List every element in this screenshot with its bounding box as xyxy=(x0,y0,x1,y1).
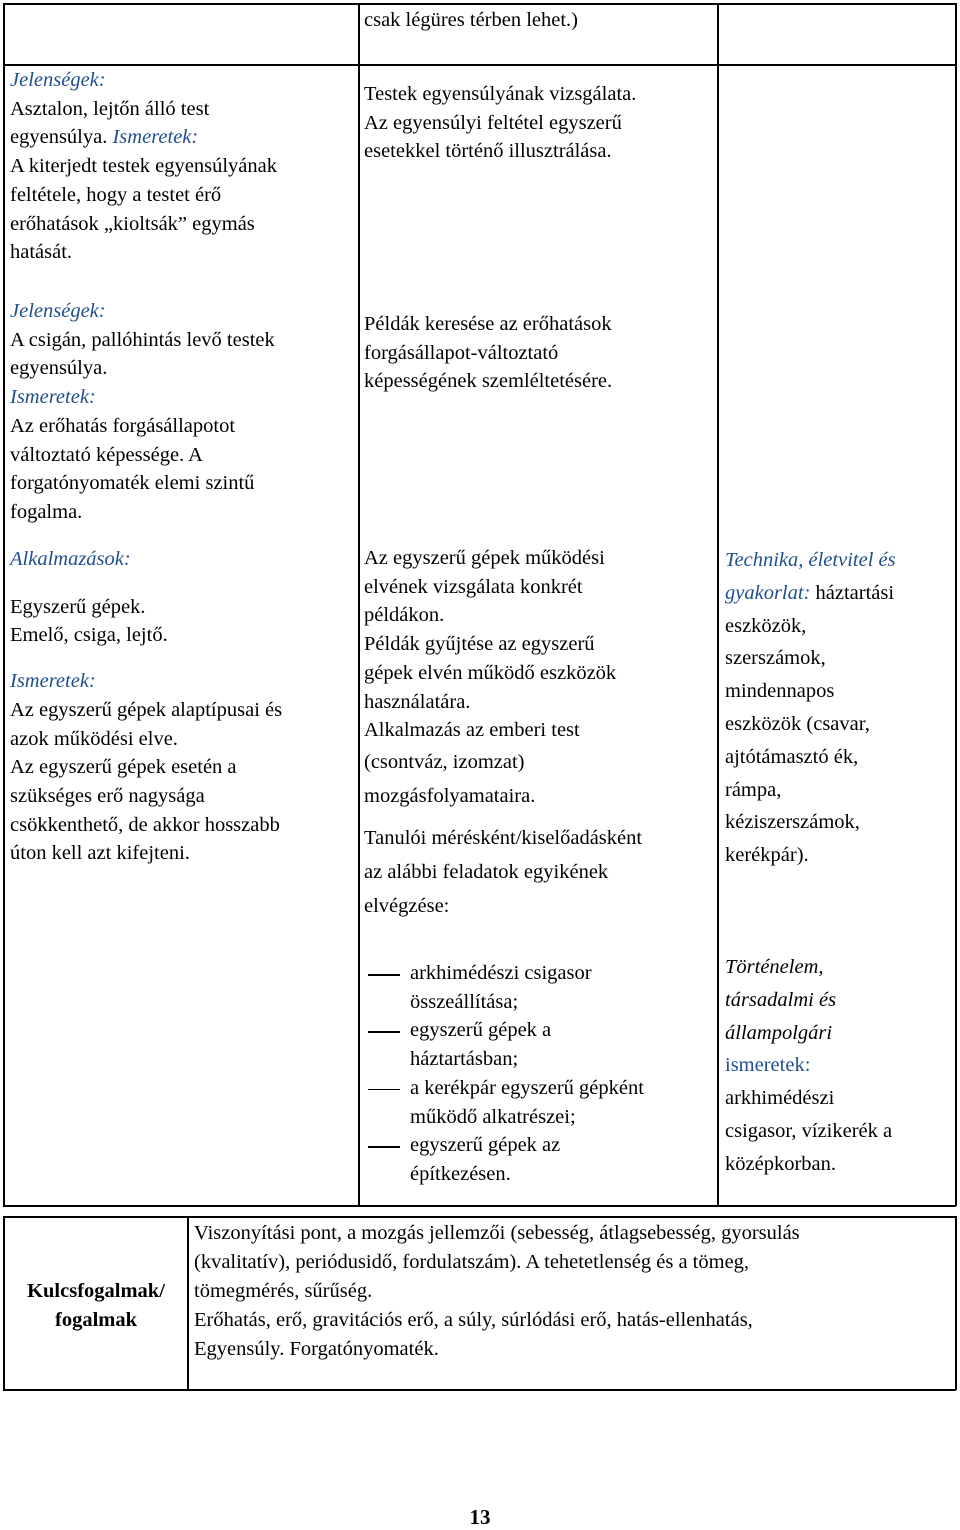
key-concepts-line-1: Viszonyítási pont, a mozgás jellemzői (sebesség, átlagsebesség, gyorsulás xyxy=(194,1222,800,1244)
row3-activity-6: használatára. xyxy=(364,690,471,713)
key-table-divider xyxy=(187,1216,189,1390)
history-heading-4: ismeretek: xyxy=(725,1054,811,1077)
key-concepts-line-4: Erőhatás, erő, gravitációs erő, a súly, súrlódási erő, hatás-ellenhatás, xyxy=(194,1309,753,1331)
row1-activity-3: esetekkel történő illusztrálása. xyxy=(364,140,612,163)
connections-text-2: eszközök, xyxy=(725,614,807,637)
row3-activity-2: elvének vizsgálata konkrét xyxy=(364,575,583,598)
row3-activity-3: példákon. xyxy=(364,604,445,627)
row3-text-7: csökkenthető, de akkor hosszabb xyxy=(10,813,280,836)
key-concepts-text xyxy=(194,1219,952,1364)
key-concepts-line-2: (kvalitatív), periódusidő, fordulatszám). A tehetetlenség és a tömeg, xyxy=(194,1251,750,1273)
key-concepts-label-2: fogalmak xyxy=(55,1309,137,1331)
task-item: egyszerű gépek az építkezésen. xyxy=(364,1131,714,1188)
row2-activities-cell xyxy=(364,310,712,396)
row3-activity-1: Az egyszerű gépek működési xyxy=(364,547,605,569)
row2-activity-2: forgásállapot-változtató xyxy=(364,341,559,364)
row1-text-4: feltétele, hogy a testet érő xyxy=(10,183,222,206)
row1-text-1: Asztalon, lejtőn álló test xyxy=(10,97,210,120)
row1-knowledge-heading: Ismeretek: xyxy=(112,126,199,149)
row1-text-3: A kiterjedt testek egyensúlyának xyxy=(10,155,277,178)
row3-activity-4: Példák gyűjtése az egyszerű xyxy=(364,633,595,656)
row3-activity-9: mozgásfolyamataira. xyxy=(364,784,536,807)
connections-text-7: rámpa, xyxy=(725,778,782,801)
task-list xyxy=(364,959,714,1189)
row1-text-6: hatását. xyxy=(10,241,73,264)
technology-heading: Technika, életvitel és xyxy=(725,549,896,571)
key-concepts-line-3: tömegmérés, sűrűség. xyxy=(194,1280,373,1302)
row2-activity-3: képességének szemléltetésére. xyxy=(364,370,613,393)
main-table-top-border xyxy=(3,3,956,5)
row2-text-3: Az erőhatás forgásállapotot xyxy=(10,414,236,437)
key-concepts-label xyxy=(5,1277,187,1335)
row2-phenomena-heading: Jelenségek: xyxy=(10,300,106,322)
row1-activities-cell xyxy=(364,80,712,166)
connections-text-9: kerékpár). xyxy=(725,844,809,867)
row1-activity-2: Az egyensúlyi feltétel egyszerű xyxy=(364,111,622,134)
row3-applications-cell xyxy=(10,545,355,868)
history-heading-1: Történelem, xyxy=(725,956,824,978)
task-item: arkhimédészi csigasor összeállítása; xyxy=(364,959,714,1016)
history-heading-3: állampolgári xyxy=(725,1021,833,1044)
row2-knowledge-heading: Ismeretek: xyxy=(10,386,96,409)
row3-text-1: Egyszerű gépek. xyxy=(10,595,146,618)
key-concepts-label-1: Kulcsfogalmak/ xyxy=(27,1280,165,1302)
row3-text-8: úton kell azt kifejteni. xyxy=(10,842,190,865)
history-heading-2: társadalmi és xyxy=(725,988,837,1011)
row3-applications-heading: Alkalmazások: xyxy=(10,548,131,570)
history-text-3: középkorban. xyxy=(725,1152,836,1175)
row2-text-4: változtató képessége. A xyxy=(10,443,203,466)
history-text-2: csigasor, vízikerék a xyxy=(725,1119,893,1142)
row3-activity-12: elvégzése: xyxy=(364,894,450,917)
key-table-bottom-border xyxy=(3,1389,956,1391)
task-item: a kerékpár egyszerű gépként működő alkatrészei; xyxy=(364,1074,714,1131)
main-table-right-border xyxy=(955,3,957,1206)
row3-knowledge-heading: Ismeretek: xyxy=(10,670,96,693)
row2-text-6: fogalma. xyxy=(10,500,83,523)
connections-text-5: eszközök (csavar, xyxy=(725,712,870,735)
key-table-top-border xyxy=(3,1216,956,1218)
main-table-divider-1 xyxy=(358,3,360,1206)
connections-text-6: ajtótámasztó ék, xyxy=(725,745,859,768)
row3-text-6: szükséges erő nagysága xyxy=(10,784,205,807)
key-concepts-line-5: Egyensúly. Forgatónyomaték. xyxy=(194,1338,439,1360)
practice-heading: gyakorlat: xyxy=(725,581,811,604)
key-table-right-border xyxy=(955,1216,957,1390)
row3-text-4: azok működési elve. xyxy=(10,727,178,750)
connections-text-8: kéziszerszámok, xyxy=(725,811,860,834)
row1-text-2: egyensúlya. Ismeretek: xyxy=(10,126,199,149)
history-connections-cell xyxy=(725,951,953,1181)
history-text-1: arkhimédészi xyxy=(725,1087,835,1110)
row2-phenomena-cell xyxy=(10,297,350,527)
row3-activity-10: Tanulói mérésként/kiselőadásként xyxy=(364,826,643,849)
row1-activity-1: Testek egyensúlyának vizsgálata. xyxy=(364,83,637,105)
connections-text-4: mindennapos xyxy=(725,680,835,703)
row3-activity-5: gépek elvén működő eszközök xyxy=(364,661,617,684)
top-row-text: csak légüres térben lehet.) xyxy=(364,9,579,31)
row3-activity-8: (csontváz, izomzat) xyxy=(364,750,525,773)
main-table-left-border xyxy=(3,3,5,1206)
connections-text-1: gyakorlat: háztartási xyxy=(725,581,895,604)
row1-phenomena-cell xyxy=(10,66,350,267)
row2-text-1: A csigán, pallóhintás levő testek xyxy=(10,328,275,351)
main-table-divider-2 xyxy=(717,3,719,1206)
task-item: egyszerű gépek a háztartásban; xyxy=(364,1016,714,1073)
row3-text-2: Emelő, csiga, lejtő. xyxy=(10,624,168,647)
page-number: 13 xyxy=(469,1505,491,1529)
row3-activities-cell xyxy=(364,544,714,923)
row2-activity-1: Példák keresése az erőhatások xyxy=(364,313,612,335)
row1-phenomena-heading: Jelenségek: xyxy=(10,69,106,91)
main-table-bottom-border xyxy=(3,1205,956,1207)
row3-text-3: Az egyszerű gépek alaptípusai és xyxy=(10,698,283,721)
connections-text-3: szerszámok, xyxy=(725,647,826,670)
row3-connections-cell xyxy=(725,544,953,872)
row1-text-5: erőhatások „kioltsák” egymás xyxy=(10,212,255,235)
row2-text-5: forgatónyomaték elemi szintű xyxy=(10,472,255,495)
row3-text-5: Az egyszerű gépek esetén a xyxy=(10,756,237,779)
row3-activity-11: az alábbi feladatok egyikének xyxy=(364,860,609,883)
row3-activity-7: Alkalmazás az emberi test xyxy=(364,719,580,742)
row2-text-2: egyensúlya. xyxy=(10,357,108,380)
